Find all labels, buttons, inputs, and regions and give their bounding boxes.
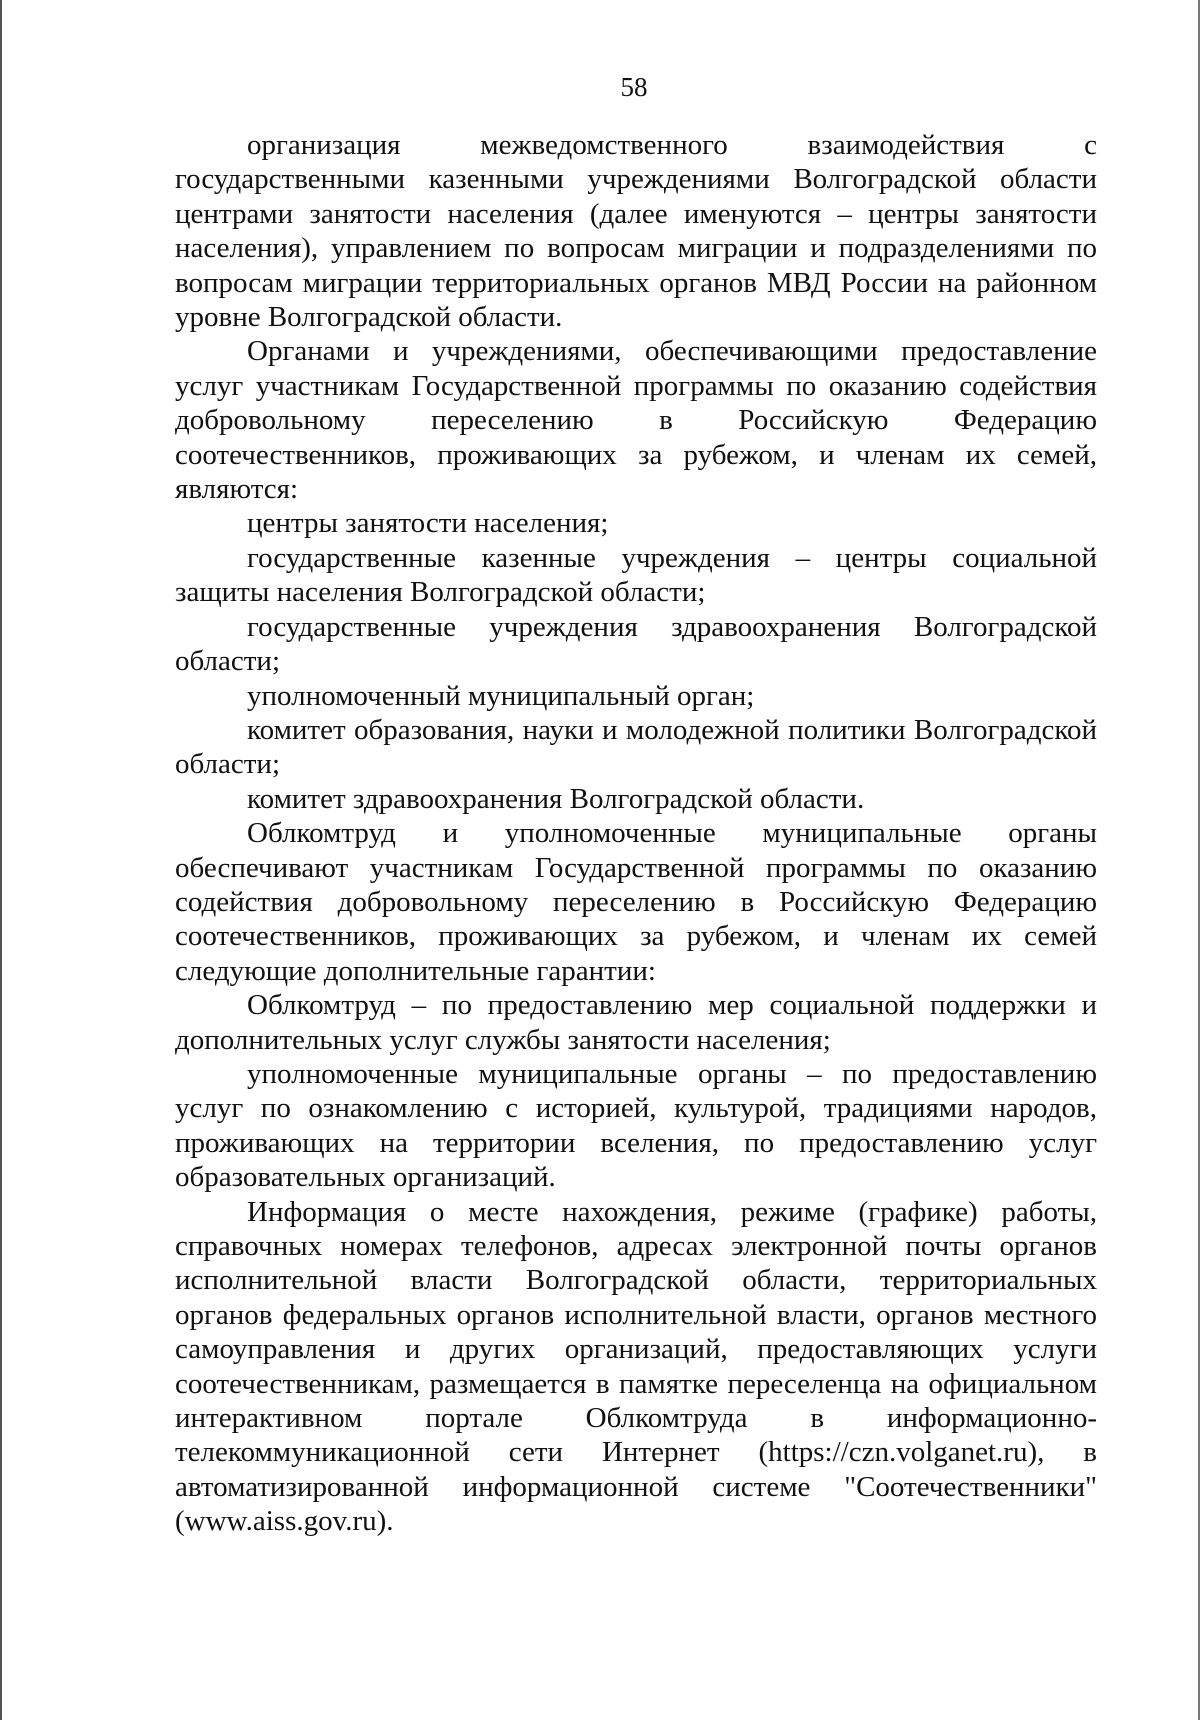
list-item-education-committee: комитет образования, науки и молодежной политики Волгоградской области;: [175, 713, 1097, 781]
list-item-employment-centers: центры занятости населения;: [247, 507, 609, 540]
paragraph-service-providers-intro: Органами и учреждениями, обеспечивающими предоставление услуг участникам Государственной программы по оказанию содействия добровольному переселению в Российскую Федерацию соотечественников, проживающих за рубежом, и членам их семей, являются:: [175, 335, 1097, 506]
list-item-social-protection-centers: государственные казенные учреждения – центры социальной защиты населения Волгоградской области;: [175, 541, 1097, 609]
paragraph-contact-information: Информация о месте нахождения, режиме (графике) работы, справочных номерах телефонов, адресах электронной почты органов исполнительной власти Волгоградской области, территориальных органов федеральных органов исполнительной власти, органов местного самоуправления и других организаций, предоставляющих услуги соотечественникам, размещается в памятке переселенца на официальном интерактивном портале Облкомтруда в информационно-телекоммуникационной сети Интернет (https://czn.volganet.ru), в автоматизированной информационной системе "Соотечественники" (www.aiss.gov.ru).: [175, 1195, 1097, 1538]
paragraph-interagency-cooperation: организация межведомственного взаимодействия с государственными казенными учреждениями Волгоградской области центрами занятости населения (далее именуются – центры занятости населения), управлением по вопросам миграции и подразделениями по вопросам миграции территориальных органов МВД России на районном уровне Волгоградской области.: [175, 129, 1097, 334]
document-body: [175, 128, 1097, 1539]
list-item-municipal-body: уполномоченный муниципальный орган;: [247, 679, 755, 712]
list-item-health-committee: комитет здравоохранения Волгоградской области.: [247, 782, 865, 815]
page-number: 58: [620, 72, 648, 102]
paragraph-additional-guarantees: Облкомтруд и уполномоченные муниципальные органы обеспечивают участникам Государственной программы по оказанию содействия добровольному переселению в Российскую Федерацию соотечественников, проживающих за рубежом, и членам их семей следующие дополнительные гарантии:: [175, 817, 1097, 987]
list-item-municipal-guarantee: уполномоченные муниципальные органы – по предоставлению услуг по ознакомлению с историей, культурой, традициями народов, проживающих на территории вселения, по предоставлению услуг образовательных организаций.: [175, 1057, 1097, 1194]
list-item-oblkomtrud-guarantee: Облкомтруд – по предоставлению мер социальной поддержки и дополнительных услуг службы занятости населения;: [175, 989, 1097, 1056]
list-item-healthcare-institutions: государственные учреждения здравоохранения Волгоградской области;: [175, 610, 1097, 678]
scan-edge-left: [0, 0, 2, 1720]
